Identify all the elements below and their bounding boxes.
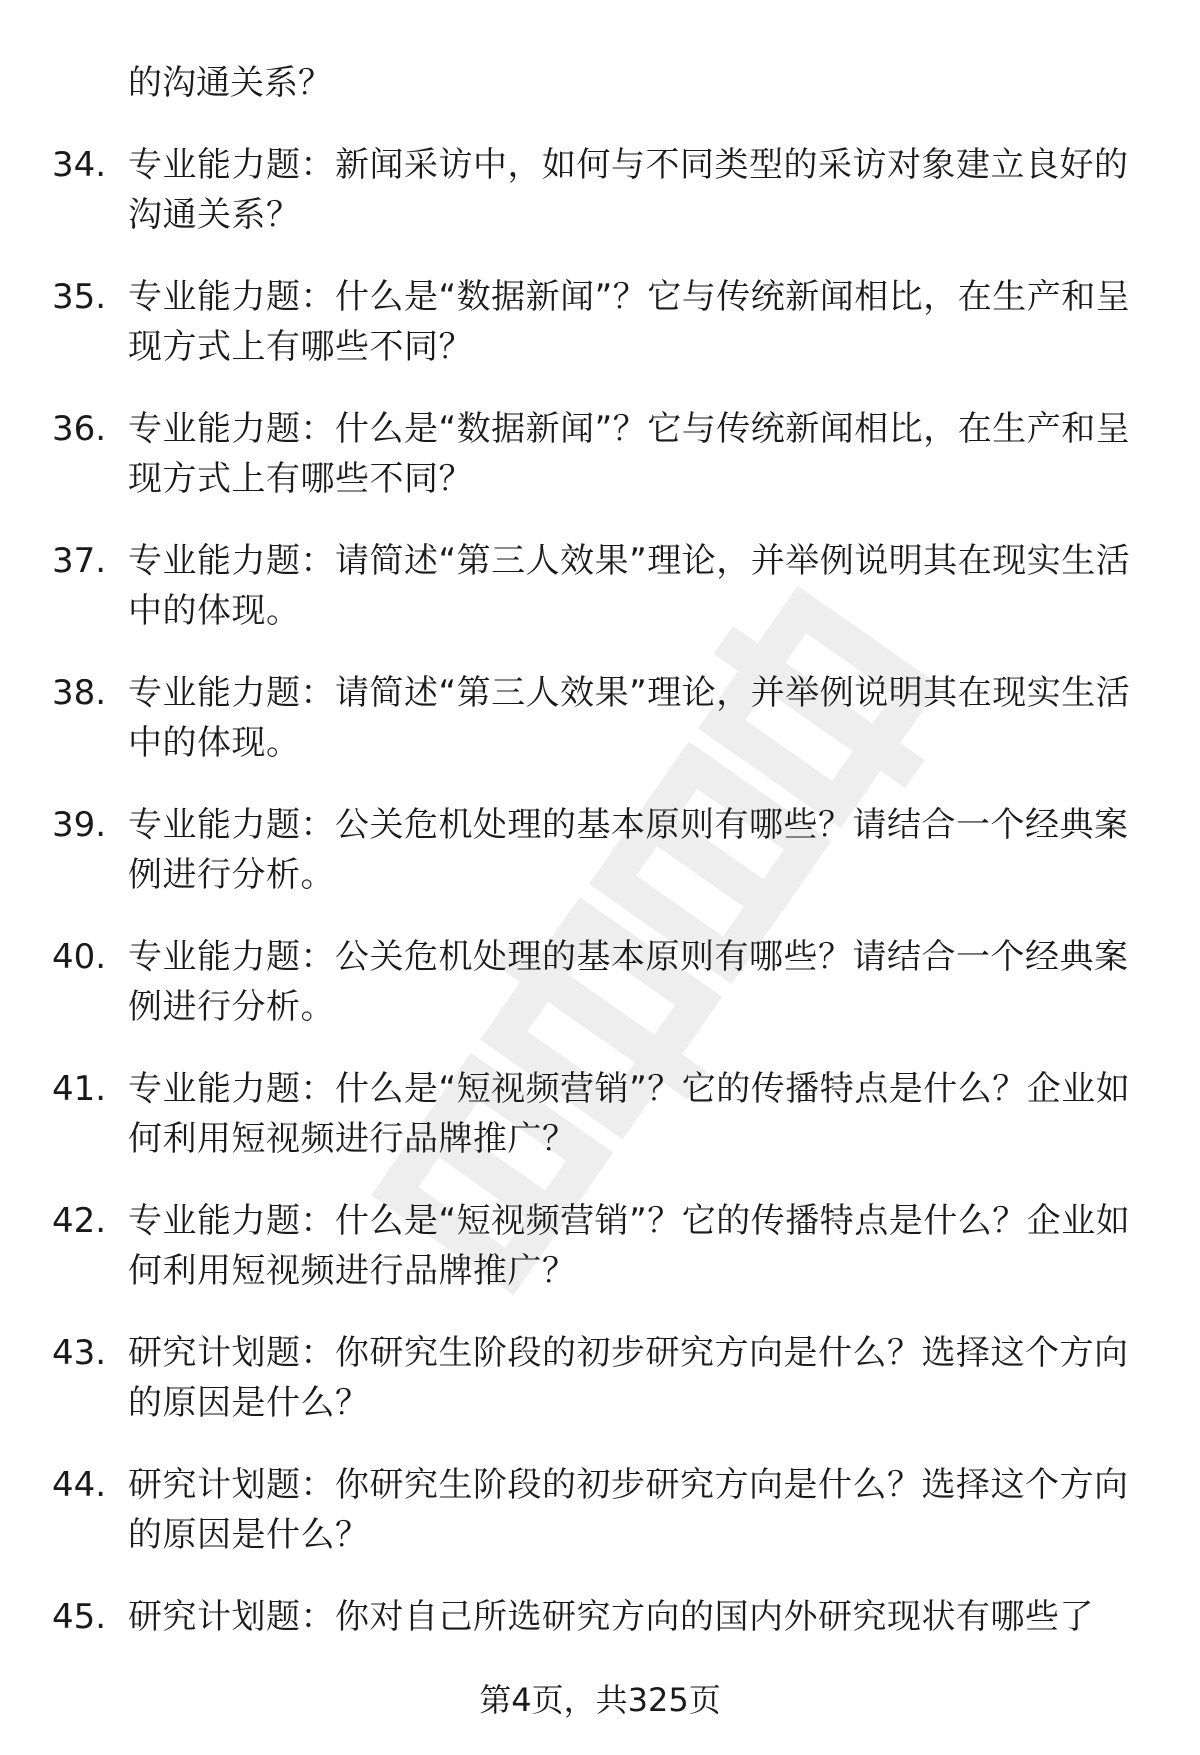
question-item [0, 272, 1200, 404]
question-text: 专业能力题：公关危机处理的基本原则有哪些？请结合一个经典案例进行分析。 [128, 805, 1129, 895]
question-text: 研究计划题：你研究生阶段的初步研究方向是什么？选择这个方向的原因是什么？ [128, 1333, 1129, 1423]
question-item [0, 668, 1200, 800]
question-item [0, 536, 1200, 668]
question-number: 39. [52, 805, 107, 845]
question-text: 研究计划题：你对自己所选研究方向的国内外研究现状有哪些了 [128, 1597, 1094, 1637]
question-number: 36. [52, 409, 107, 449]
question-text: 专业能力题：新闻采访中，如何与不同类型的采访对象建立良好的沟通关系？ [128, 145, 1129, 235]
continued-question-text: 的沟通关系？ [128, 63, 332, 103]
question-item [0, 1328, 1200, 1460]
question-item [0, 1460, 1200, 1592]
question-number: 41. [52, 1069, 107, 1109]
question-text: 专业能力题：什么是“数据新闻”？它与传统新闻相比，在生产和呈现方式上有哪些不同？ [128, 277, 1131, 367]
question-number: 45. [52, 1597, 107, 1637]
question-number: 38. [52, 673, 107, 713]
question-item [0, 932, 1200, 1064]
question-text: 专业能力题：什么是“短视频营销”？它的传播特点是什么？企业如何利用短视频进行品牌推广？ [128, 1069, 1131, 1159]
question-item [0, 404, 1200, 536]
question-text: 专业能力题：请简述“第三人效果”理论，并举例说明其在现实生活中的体现。 [128, 541, 1131, 631]
question-item [0, 1196, 1200, 1328]
page-number-footer: 第4页，共325页 [479, 1681, 721, 1719]
question-number: 34. [52, 145, 107, 185]
question-item [0, 140, 1200, 272]
question-text: 研究计划题：你研究生阶段的初步研究方向是什么？选择这个方向的原因是什么？ [128, 1465, 1129, 1555]
question-item [0, 1064, 1200, 1196]
question-text: 专业能力题：什么是“数据新闻”？它与传统新闻相比，在生产和呈现方式上有哪些不同？ [128, 409, 1131, 499]
question-number: 43. [52, 1333, 107, 1373]
question-text: 专业能力题：什么是“短视频营销”？它的传播特点是什么？企业如何利用短视频进行品牌推广？ [128, 1201, 1131, 1291]
question-number: 35. [52, 277, 107, 317]
question-item [0, 800, 1200, 932]
question-number: 40. [52, 937, 107, 977]
question-text: 专业能力题：公关危机处理的基本原则有哪些？请结合一个经典案例进行分析。 [128, 937, 1129, 1027]
question-number: 37. [52, 541, 107, 581]
question-number: 44. [52, 1465, 107, 1505]
question-number: 42. [52, 1201, 107, 1241]
question-text: 专业能力题：请简述“第三人效果”理论，并举例说明其在现实生活中的体现。 [128, 673, 1131, 763]
question-list [0, 140, 1200, 1724]
